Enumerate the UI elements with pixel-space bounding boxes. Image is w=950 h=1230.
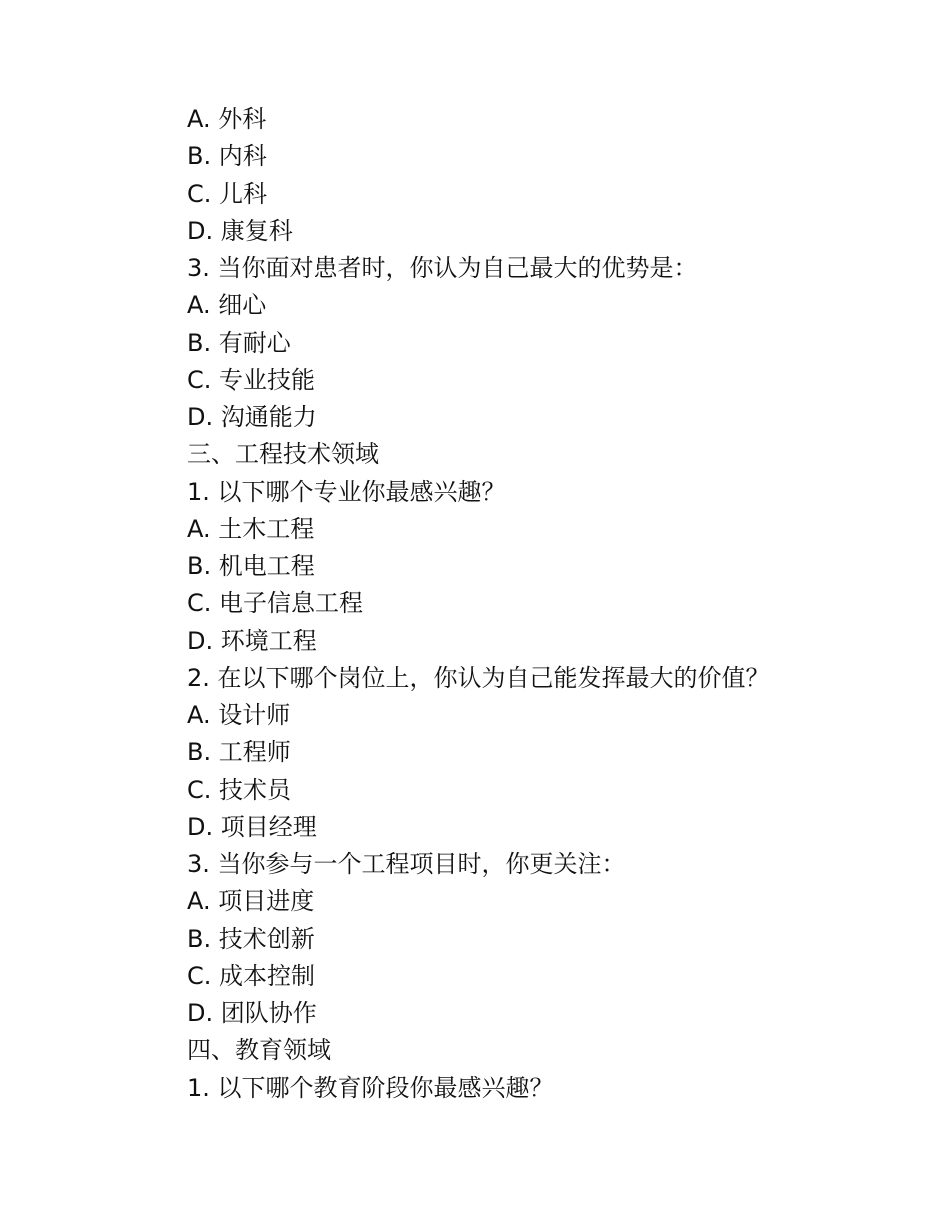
option-b-engineer: B. 工程师 [187, 738, 291, 767]
option-c-professional-skills: C. 专业技能 [187, 365, 316, 394]
section-heading-education: 四、教育领域 [187, 1036, 331, 1065]
question-1-education-stage: 1. 以下哪个教育阶段你最感兴趣？ [187, 1073, 554, 1102]
option-a-designer: A. 设计师 [187, 701, 291, 729]
option-d-teamwork: D. 团队协作 [187, 999, 317, 1027]
option-d-rehabilitation: D. 康复科 [187, 216, 293, 245]
question-3-patient-advantage: 3. 当你面对患者时，你认为自己最大的优势是： [187, 254, 698, 282]
option-a-careful: A. 细心 [187, 291, 267, 320]
option-b-mechatronics: B. 机电工程 [187, 552, 315, 580]
option-a-surgery: A. 外科 [187, 105, 267, 133]
option-d-environmental-engineering: D. 环境工程 [187, 626, 317, 655]
section-heading-engineering: 三、工程技术领域 [187, 440, 379, 469]
document-body [187, 101, 887, 1107]
option-b-internal-medicine: B. 内科 [187, 142, 267, 171]
option-c-pediatrics: C. 儿科 [187, 179, 268, 208]
question-2-position-value: 2. 在以下哪个岗位上，你认为自己能发挥最大的价值？ [187, 663, 770, 692]
option-b-patient: B. 有耐心 [187, 328, 291, 357]
option-c-electronic-information: C. 电子信息工程 [187, 589, 364, 618]
option-c-technician: C. 技术员 [187, 775, 292, 804]
question-3-project-focus: 3. 当你参与一个工程项目时，你更关注： [187, 850, 626, 878]
option-a-civil-engineering: A. 土木工程 [187, 514, 315, 543]
option-d-project-manager: D. 项目经理 [187, 812, 317, 841]
option-b-tech-innovation: B. 技术创新 [187, 924, 315, 953]
option-a-project-schedule: A. 项目进度 [187, 887, 315, 916]
option-c-cost-control: C. 成本控制 [187, 961, 316, 990]
option-d-communication: D. 沟通能力 [187, 403, 317, 431]
question-1-major-interest: 1. 以下哪个专业你最感兴趣？ [187, 477, 506, 506]
